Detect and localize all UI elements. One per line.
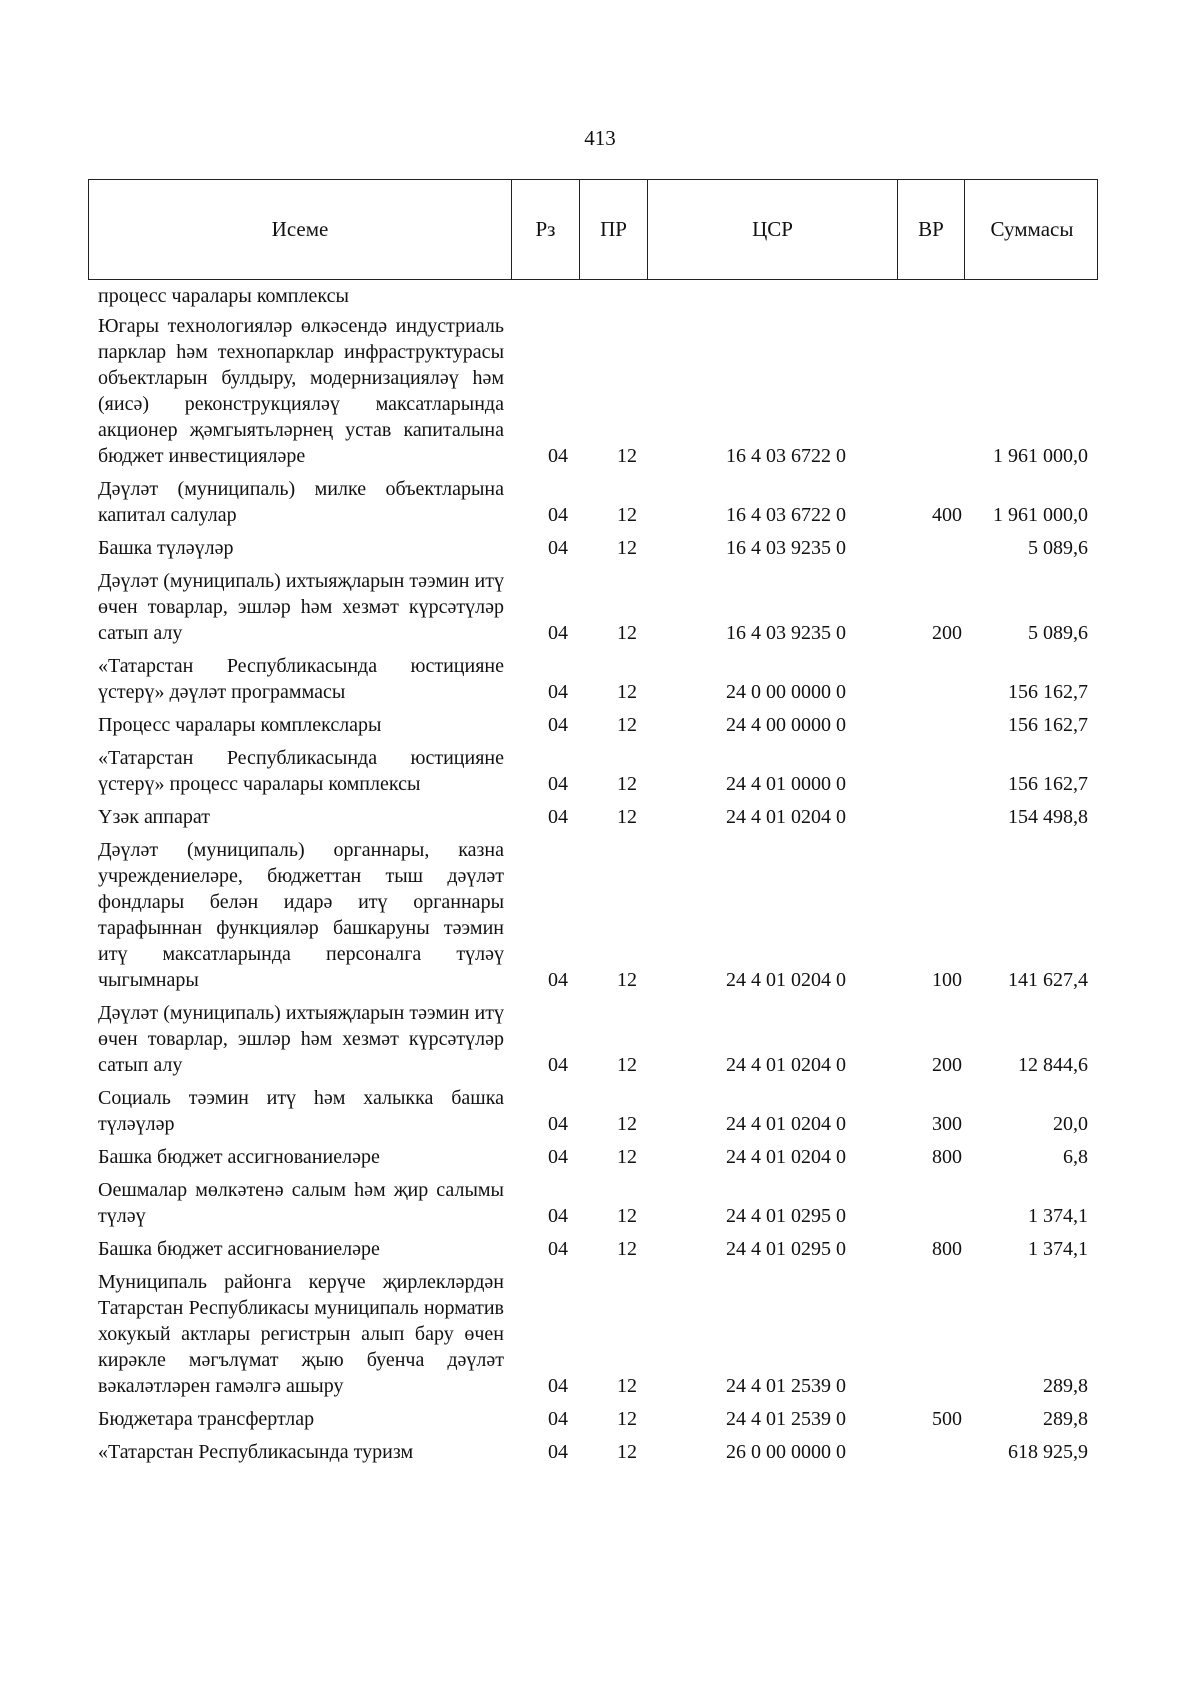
row-sum: 1 961 000,0	[993, 445, 1088, 467]
row-name: Оешмалар мөлкәтенә салым һәм җир салымы түләү	[98, 1179, 504, 1227]
table-row	[98, 712, 1098, 738]
table-body	[98, 283, 1098, 1472]
table-row	[98, 476, 1098, 528]
row-name: процесс чаралары комплексы	[98, 285, 349, 307]
row-name: «Татарстан Республикасында юстицияне үстерү» процесс чаралары комплексы	[98, 747, 504, 795]
table-row	[98, 568, 1098, 646]
row-name: Үзәк аппарат	[98, 806, 210, 828]
row-vr: 400	[932, 504, 962, 526]
row-csr: 24 4 01 0295 0	[726, 1238, 846, 1260]
row-csr: 24 4 01 0204 0	[726, 1146, 846, 1168]
row-sum: 618 925,9	[1008, 1441, 1088, 1463]
table-row	[98, 535, 1098, 561]
table-row	[98, 1000, 1098, 1078]
header-rz: Рз	[511, 180, 579, 279]
row-name: Муниципаль районга керүче җирлекләрдән Татарстан Республикасы муниципаль норматив хокукый актлары регистрын алып бару өчен кирәкле мәгълүмат җыю буенча дәүләт вәкаләтләрен гамәлгә ашыру	[98, 1271, 504, 1397]
row-pr: 12	[617, 1205, 637, 1227]
row-vr: 500	[932, 1408, 962, 1430]
row-pr: 12	[617, 1054, 637, 1076]
row-csr: 16 4 03 9235 0	[726, 537, 846, 559]
row-name: Социаль тәэмин итү һәм халыкка башка түләүләр	[98, 1087, 504, 1135]
row-name: Башка түләүләр	[98, 537, 234, 559]
row-name: Югары технологияләр өлкәсендә индустриаль парклар һәм технопарклар инфраструктурасы объектларын булдыру, модернизацияләү һәм (яисә) реконструкцияләү максатларында акционер җәмгыятьләрнең устав капиталына бюджет инвестицияләре	[98, 315, 504, 467]
row-rz: 04	[548, 622, 568, 644]
row-sum: 1 374,1	[1028, 1238, 1088, 1260]
row-sum: 156 162,7	[1008, 681, 1088, 703]
row-rz: 04	[548, 445, 568, 467]
row-vr: 200	[932, 1054, 962, 1076]
row-rz: 04	[548, 1441, 568, 1463]
row-rz: 04	[548, 1205, 568, 1227]
row-sum: 289,8	[1043, 1408, 1088, 1430]
header-pr: ПР	[579, 180, 647, 279]
row-pr: 12	[617, 504, 637, 526]
row-name: «Татарстан Республикасында туризм	[98, 1441, 414, 1463]
row-vr: 300	[932, 1113, 962, 1135]
page-number: 413	[584, 126, 616, 150]
row-name: Процесс чаралары комплекслары	[98, 714, 382, 736]
row-pr: 12	[617, 1113, 637, 1135]
row-sum: 5 089,6	[1028, 622, 1088, 644]
row-csr: 24 4 00 0000 0	[726, 714, 846, 736]
row-pr: 12	[617, 969, 637, 991]
row-vr: 200	[932, 622, 962, 644]
row-sum: 6,8	[1063, 1146, 1088, 1168]
row-vr: 800	[932, 1146, 962, 1168]
row-vr: 100	[932, 969, 962, 991]
row-rz: 04	[548, 969, 568, 991]
row-sum: 1 961 000,0	[993, 504, 1088, 526]
row-csr: 24 0 00 0000 0	[726, 681, 846, 703]
table-header	[88, 179, 1098, 280]
header-sum: Суммасы	[964, 180, 1099, 279]
row-pr: 12	[617, 1408, 637, 1430]
row-rz: 04	[548, 1408, 568, 1430]
row-rz: 04	[548, 1146, 568, 1168]
table-row	[98, 1144, 1098, 1170]
row-pr: 12	[617, 537, 637, 559]
row-csr: 24 4 01 0295 0	[726, 1205, 846, 1227]
row-pr: 12	[617, 773, 637, 795]
row-sum: 20,0	[1053, 1113, 1088, 1135]
header-csr: ЦСР	[647, 180, 897, 279]
row-name: Башка бюджет ассигнованиеләре	[98, 1238, 380, 1260]
row-csr: 24 4 01 2539 0	[726, 1408, 846, 1430]
table-row	[98, 653, 1098, 705]
row-pr: 12	[617, 1146, 637, 1168]
row-pr: 12	[617, 622, 637, 644]
row-pr: 12	[617, 714, 637, 736]
row-pr: 12	[617, 1375, 637, 1397]
row-csr: 24 4 01 0204 0	[726, 1113, 846, 1135]
row-rz: 04	[548, 773, 568, 795]
table-row	[98, 1177, 1098, 1229]
row-sum: 289,8	[1043, 1375, 1088, 1397]
row-csr: 26 0 00 0000 0	[726, 1441, 846, 1463]
table-row	[98, 1439, 1098, 1465]
header-vr: ВР	[897, 180, 964, 279]
row-sum: 5 089,6	[1028, 537, 1088, 559]
row-pr: 12	[617, 1441, 637, 1463]
table-row	[98, 804, 1098, 830]
row-csr: 16 4 03 9235 0	[726, 622, 846, 644]
table-row	[98, 1406, 1098, 1432]
table-row	[98, 1269, 1098, 1399]
row-csr: 16 4 03 6722 0	[726, 504, 846, 526]
row-sum: 12 844,6	[1018, 1054, 1088, 1076]
row-name: Дәүләт (муниципаль) ихтыяҗларын тәэмин итү өчен товарлар, эшләр һәм хезмәт күрсәтүләр сатып алу	[98, 1002, 504, 1076]
row-rz: 04	[548, 537, 568, 559]
row-rz: 04	[548, 1054, 568, 1076]
row-csr: 24 4 01 0204 0	[726, 806, 846, 828]
row-sum: 1 374,1	[1028, 1205, 1088, 1227]
row-csr: 24 4 01 2539 0	[726, 1375, 846, 1397]
row-name: Дәүләт (муниципаль) милке объектларына капитал салулар	[98, 478, 504, 526]
row-csr: 24 4 01 0000 0	[726, 773, 846, 795]
row-pr: 12	[617, 445, 637, 467]
table-row	[98, 1236, 1098, 1262]
table-row	[98, 1085, 1098, 1137]
row-sum: 156 162,7	[1008, 773, 1088, 795]
row-rz: 04	[548, 714, 568, 736]
row-rz: 04	[548, 1375, 568, 1397]
row-rz: 04	[548, 504, 568, 526]
row-vr: 800	[932, 1238, 962, 1260]
row-pr: 12	[617, 681, 637, 703]
row-pr: 12	[617, 806, 637, 828]
table-row	[98, 313, 1098, 469]
row-rz: 04	[548, 681, 568, 703]
row-name: «Татарстан Республикасында юстицияне үстерү» дәүләт программасы	[98, 655, 504, 703]
row-csr: 24 4 01 0204 0	[726, 969, 846, 991]
row-sum: 141 627,4	[1008, 969, 1088, 991]
row-rz: 04	[548, 1113, 568, 1135]
row-name: Бюджетара трансфертлар	[98, 1408, 315, 1430]
row-name: Башка бюджет ассигнованиеләре	[98, 1146, 380, 1168]
row-sum: 154 498,8	[1008, 806, 1088, 828]
table-row	[98, 283, 1098, 309]
row-rz: 04	[548, 806, 568, 828]
table-row	[98, 837, 1098, 993]
row-name: Дәүләт (муниципаль) ихтыяҗларын тәэмин итү өчен товарлар, эшләр һәм хезмәт күрсәтүләр сатып алу	[98, 570, 504, 644]
table-row	[98, 745, 1098, 797]
row-pr: 12	[617, 1238, 637, 1260]
row-csr: 24 4 01 0204 0	[726, 1054, 846, 1076]
header-name: Исеме	[271, 217, 329, 241]
row-name: Дәүләт (муниципаль) органнары, казна учреждениеләре, бюджеттан тыш дәүләт фондлары белән идарә итү органнары тарафыннан функцияләр башкаруны тәэмин итү максатларында персоналга түләү чыгымнары	[98, 839, 504, 991]
row-csr: 16 4 03 6722 0	[726, 445, 846, 467]
row-rz: 04	[548, 1238, 568, 1260]
row-sum: 156 162,7	[1008, 714, 1088, 736]
